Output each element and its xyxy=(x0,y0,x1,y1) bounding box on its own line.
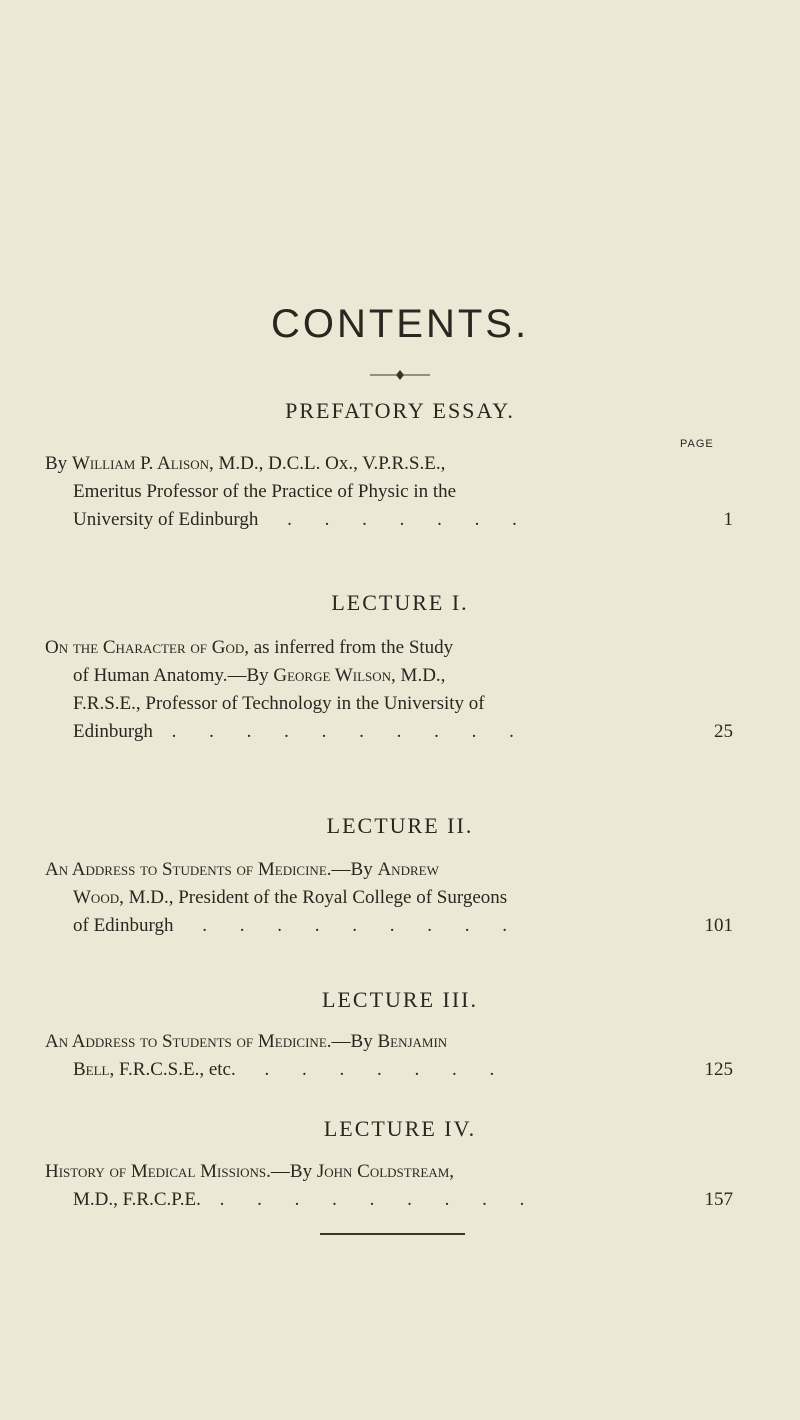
lecture-2-entry: An Address to Students of Medicine.—By Andrew Wood, M.D., President of the Royal College of Surgeons of Edinburgh . . . . . . . . . 101 xyxy=(45,856,745,940)
prefatory-entry: By William P. Alison, M.D., D.C.L. Ox., V.P.R.S.E., Emeritus Professor of the Practice of Physic in the University of Edinburgh . . . . . . . 1 xyxy=(45,450,745,534)
lecture-3-title: An Address to Students of Medicine. xyxy=(45,1031,332,1052)
page-column-label: PAGE xyxy=(680,438,714,450)
lecture-2-author-first: Andrew xyxy=(377,859,439,880)
leader-dots: . . . . . . . xyxy=(287,509,531,530)
lecture-1-author: George Wilson xyxy=(273,665,392,686)
lecture-1-title: On the Character of God, xyxy=(45,637,249,658)
lecture-2-heading: LECTURE II. xyxy=(326,813,474,838)
lecture-3-heading: LECTURE III. xyxy=(322,987,478,1012)
lecture-4-heading: LECTURE IV. xyxy=(323,1116,477,1141)
page-number: 25 xyxy=(714,721,733,742)
page-number: 157 xyxy=(704,1189,733,1210)
page-title: CONTENTS. xyxy=(270,302,530,346)
closing-rule xyxy=(320,1233,465,1235)
lecture-4-author: John Coldstream xyxy=(316,1161,450,1182)
page-number: 101 xyxy=(704,915,733,936)
lecture-2-title: An Address to Students of Medicine. xyxy=(45,859,332,880)
lecture-3-author-first: Benjamin xyxy=(377,1031,448,1052)
lecture-3-entry: An Address to Students of Medicine.—By Benjamin Bell, F.R.C.S.E., etc. . . . . . . . 125 xyxy=(45,1028,745,1084)
leader-dots: . . . . . . . . . xyxy=(219,1189,539,1210)
prefatory-author: William P. Alison xyxy=(71,453,210,474)
lecture-1-entry: On the Character of God, as inferred from the Study of Human Anatomy.—By George Wilson, M.D., F.R.S.E., Professor of Technology in the University of Edinburgh . . . . . . . . . . 25 xyxy=(45,634,745,746)
page-number: 125 xyxy=(704,1059,733,1080)
lecture-3-author-last: Bell xyxy=(73,1059,110,1080)
leader-dots: . . . . . . . xyxy=(264,1059,509,1080)
lecture-4-entry: History of Medical Missions.—By John Coldstream, M.D., F.R.C.P.E. . . . . . . . . . 157 xyxy=(45,1158,745,1214)
leader-dots: . . . . . . . . . xyxy=(202,915,521,936)
lecture-4-title: History of Medical Missions. xyxy=(45,1161,271,1182)
page-number: 1 xyxy=(723,509,733,530)
diamond-rule-icon xyxy=(370,368,430,382)
lecture-2-author-last: Wood xyxy=(73,887,120,908)
lecture-1-heading: LECTURE I. xyxy=(331,590,469,615)
prefatory-heading: PREFATORY ESSAY. xyxy=(285,398,515,423)
leader-dots: . . . . . . . . . . xyxy=(171,721,528,742)
